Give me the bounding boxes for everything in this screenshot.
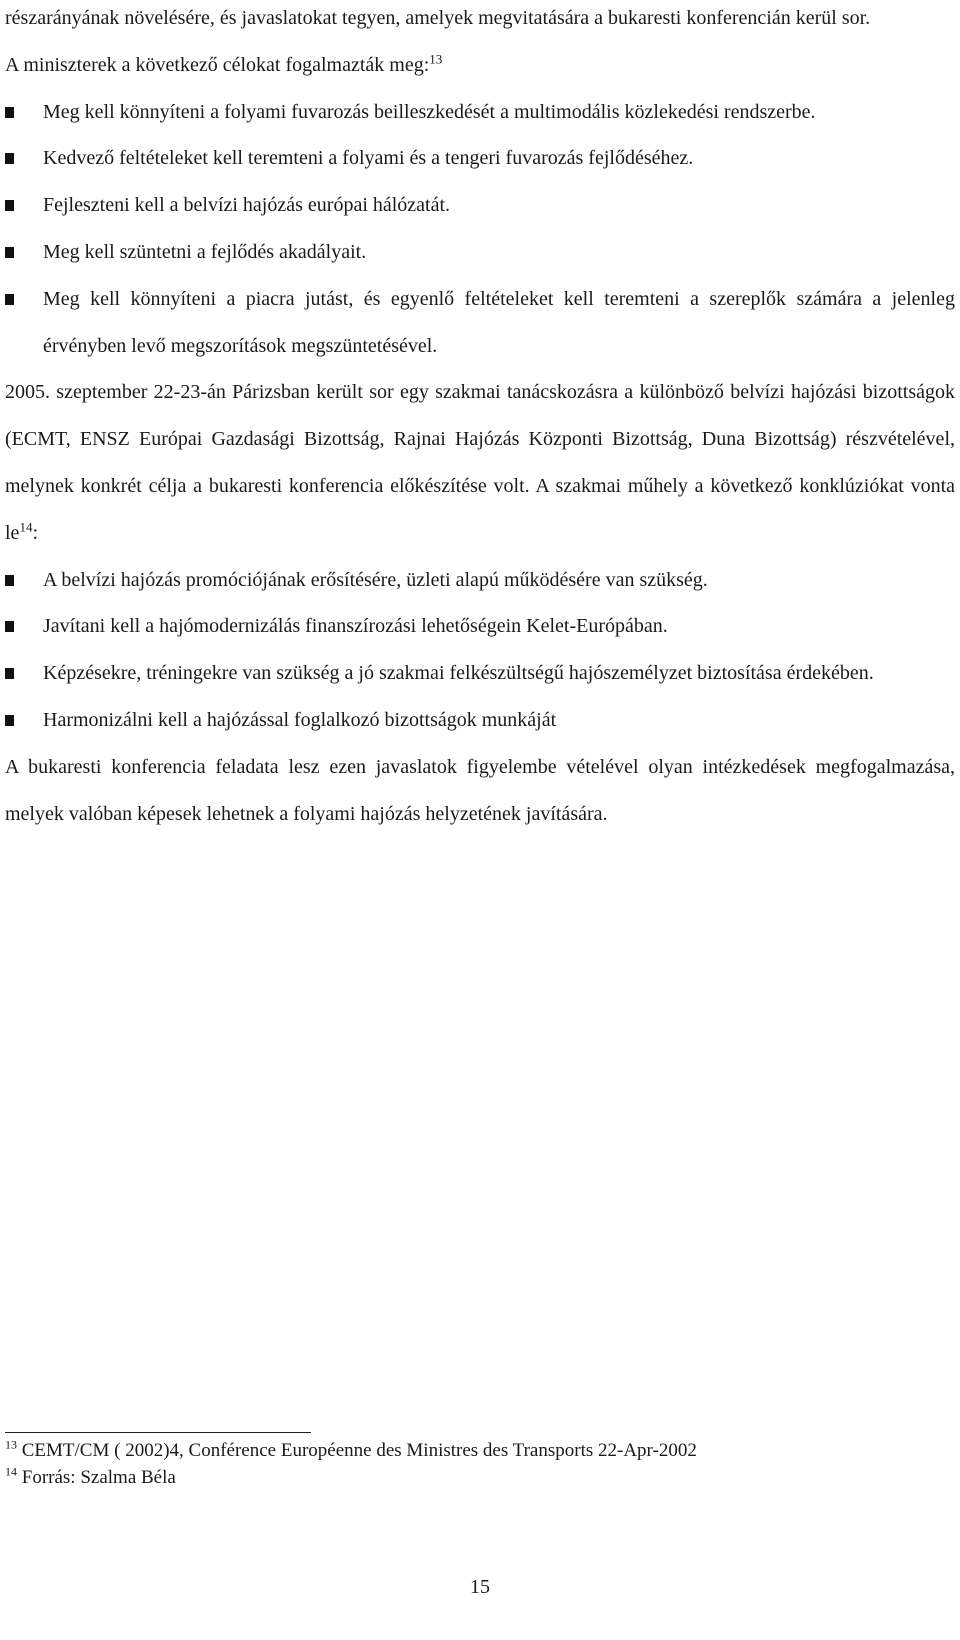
list-item (5, 276, 955, 370)
paragraph-3 (5, 369, 955, 556)
footnote-13 (5, 1437, 955, 1464)
square-bullet-icon (5, 200, 14, 211)
list-item (5, 182, 955, 229)
square-bullet-icon (5, 153, 14, 164)
list-item-text: Fejleszteni kell a belvízi hajózás európai hálózatát. (43, 194, 451, 217)
square-bullet-icon (5, 107, 14, 118)
body-text (5, 0, 955, 837)
footnote-text: CEMT/CM ( 2002)4, Conférence Européenne des Ministres des Transports 22-Apr-2002 (21, 1440, 697, 1461)
list-item (5, 603, 955, 650)
list-item (5, 650, 955, 697)
footnote-separator (5, 1432, 311, 1433)
footnote-ref-14[interactable]: 14 (19, 519, 33, 535)
list-item-text: Harmonizálni kell a hajózással foglalkozó bizottságok munkáját (43, 708, 557, 731)
square-bullet-icon (5, 715, 14, 726)
footnote-number: 14 (5, 1464, 17, 1479)
square-bullet-icon (5, 247, 14, 258)
list-item-text: Meg kell könnyíteni a piacra jutást, és egyenlő feltételeket kell teremteni a szereplők számára a jelenleg érvényben levő megszorítások megszüntetésével. (43, 287, 955, 357)
square-bullet-icon (5, 668, 14, 679)
paragraph-3-text: 2005. szeptember 22-23-án Párizsban került sor egy szakmai tanácskozásra a különböző belvízi hajózási bizottságok (ECMT, ENSZ Európai Gazdasági Bizottság, Rajnai Hajózás Központi Bizottság, Duna Bizottság) részvételével, melynek konkrét célja a bukaresti konferencia előkészítése volt. A szakmai műhely a következő konklúziókat vonta le (5, 381, 955, 544)
square-bullet-icon (5, 575, 14, 586)
list-item (5, 89, 955, 136)
list-item (5, 135, 955, 182)
list-item-text: Meg kell könnyíteni a folyami fuvarozás beilleszkedését a multimodális közlekedési rendszerbe. (43, 100, 816, 123)
paragraph-3-end: : (32, 521, 38, 544)
footnote-ref-13[interactable]: 13 (429, 51, 443, 67)
list-item-text: Meg kell szüntetni a fejlődés akadályait. (43, 240, 367, 263)
list-item (5, 557, 955, 604)
list-item-text: A belvízi hajózás promóciójának erősítésére, üzleti alapú működésére van szükség. (43, 568, 708, 591)
list-item-text: Javítani kell a hajómodernizálás finanszírozási lehetőségein Kelet-Európában. (43, 615, 668, 638)
paragraph-2 (5, 42, 955, 89)
paragraph-2-text: A miniszterek a következő célokat fogalmazták meg: (5, 53, 430, 76)
list-item (5, 229, 955, 276)
list-item (5, 697, 955, 744)
list-item-text: Kedvező feltételeket kell teremteni a folyami és a tengeri fuvarozás fejlődéséhez. (43, 147, 694, 170)
footnotes (5, 1437, 955, 1491)
page-number: 15 (470, 1576, 490, 1598)
paragraph-1: részarányának növelésére, és javaslatokat tegyen, amelyek megvitatására a bukaresti konferencián kerül sor. (5, 7, 871, 29)
footnote-number: 13 (5, 1437, 17, 1452)
footnote-text: Forrás: Szalma Béla (21, 1467, 176, 1488)
paragraph-4: A bukaresti konferencia feladata lesz ezen javaslatok figyelembe vételével olyan intézkedések megfogalmazása, melyek valóban képesek lehetnek a folyami hajózás helyzetének javítására. (5, 755, 955, 825)
square-bullet-icon (5, 621, 14, 632)
square-bullet-icon (5, 294, 14, 305)
footnote-14 (5, 1464, 955, 1491)
conclusions-list (5, 557, 955, 744)
list-item-text: Képzésekre, tréningekre van szükség a jó szakmai felkészültségű hajószemélyzet biztosítása érdekében. (43, 662, 874, 685)
objectives-list (5, 89, 955, 370)
